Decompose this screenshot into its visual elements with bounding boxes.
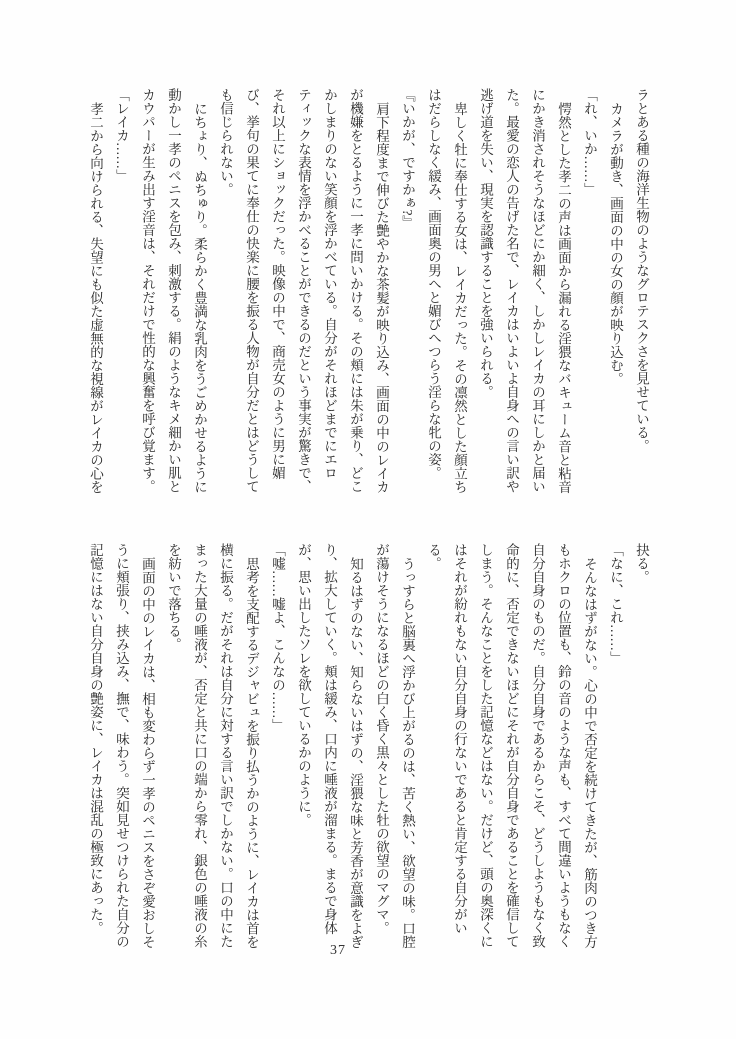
paragraph: 『いかが、ですかぁ?』 xyxy=(400,88,415,229)
paragraph: にちょり、ぬちゅり。柔らかく豊満な乳肉をうごめかせるように動かし一孝のペニスを包み、刺激する。絹のようなキメ細かい肌とカウパーが生み出す淫音は、それだけで性的な興奮を呼び覚ます。 xyxy=(140,88,207,493)
paragraph: 「レイカ……」 xyxy=(114,88,129,183)
paragraph: ラとある種の海洋生物のようなグロテスクさを見せている。 xyxy=(634,88,649,453)
paragraph: うっすらと脳裏へ浮かび上がるのは、苦く熱い、欲望の味。口腔が蕩けそうになるほどの白く昏く黒々とした牡の欲望のマグマ。 xyxy=(374,543,415,948)
paragraph: 「れ、いか……」 xyxy=(582,88,597,196)
paragraph: カメラが動き、画面の中の女の顔が映り込む。 xyxy=(608,101,623,385)
paragraph: 「嘘……嘘よ、こんなの……」 xyxy=(270,543,285,732)
paragraph: 卑しく牡に奉仕する女は、レイカだった。その凛然とした顔立ちはだらしなく緩み、画面奥の男へと媚びへつらう淫らな牝の姿。 xyxy=(426,88,467,493)
paragraph: 画面の中のレイカは、相も変わらず一孝のペニスをさぞ愛おしそうに頬張り、挟み込み、撫で、味わう。突如見せつけられた自分の記憶にはない自分自身の艶姿に、レイカは混乱の極致にあった。 xyxy=(88,543,155,948)
paragraph: 知るはずのない、知らないはずの、淫猥な味と芳香が意識をよぎり、拡大していく。頬は緩み、口内に唾液が溜まる。まるで身体が、思い出したソレを欲しているかのように。 xyxy=(296,543,363,948)
paragraph: 肩下程度まで伸びた艶やかな茶髪が映り込み、画面の中のレイカが機嫌をとるように一孝に問いかける。その頬には朱が乗り、どこかしまりのない笑顔を浮かべている。自分がそれほどまでにエロティックな表情を浮かべることができるのだという事実が驚きで、それ以上にショックだった。映像の中で、商売女のように男に媚び、挙句の果てに奉仕の快楽に腰を振る人物が自分だとはどうしても信じられない。 xyxy=(218,88,389,493)
text-block-lower xyxy=(82,543,654,949)
paragraph: 孝二から向けられる、失望にも似た虚無的な視線がレイカの心を xyxy=(88,101,103,493)
page-number: 37 xyxy=(330,943,346,958)
paragraph: 「なに、これ……」 xyxy=(608,543,623,665)
paragraph: 愕然とした孝二の声は画面から漏れる淫猥なバキューム音と粘音にかき消されそうなほどにか細く、しかしレイカの耳にしかと届いた。最愛の恋人の告げた名で、レイカはいよいよ自身への言い訳や逃げ道を失い、現実を認識することを強いられる。 xyxy=(478,88,571,493)
paragraph: 思考を支配するデジャビュを振り払うかのように、レイカは首を横に振る。だがそれは自分に対する言い訳でしかない。口の中にたまった大量の唾液が、否定と共に口の端から零れ、銀色の唾液の糸を紡いで落ちる。 xyxy=(166,543,259,948)
paragraph: 抉る。 xyxy=(634,543,649,584)
text-block-upper xyxy=(82,88,654,494)
paragraph: そんなはずがない。心の中で否定を続けてきたが、筋肉のつき方もホクロの位置も、鈴の音のような声も、すべて間違いようもなく自分自身のものだ。自分自身であるからこそ、どうしようもなく致命的に、否定できないほどにそれが自分自身であることを確信してしまう。そんなことをした記憶などはない。だけど、頭の奥深くにはそれが紛れもない自分自身の行ないであると肯定する自分がいる。 xyxy=(426,543,597,948)
